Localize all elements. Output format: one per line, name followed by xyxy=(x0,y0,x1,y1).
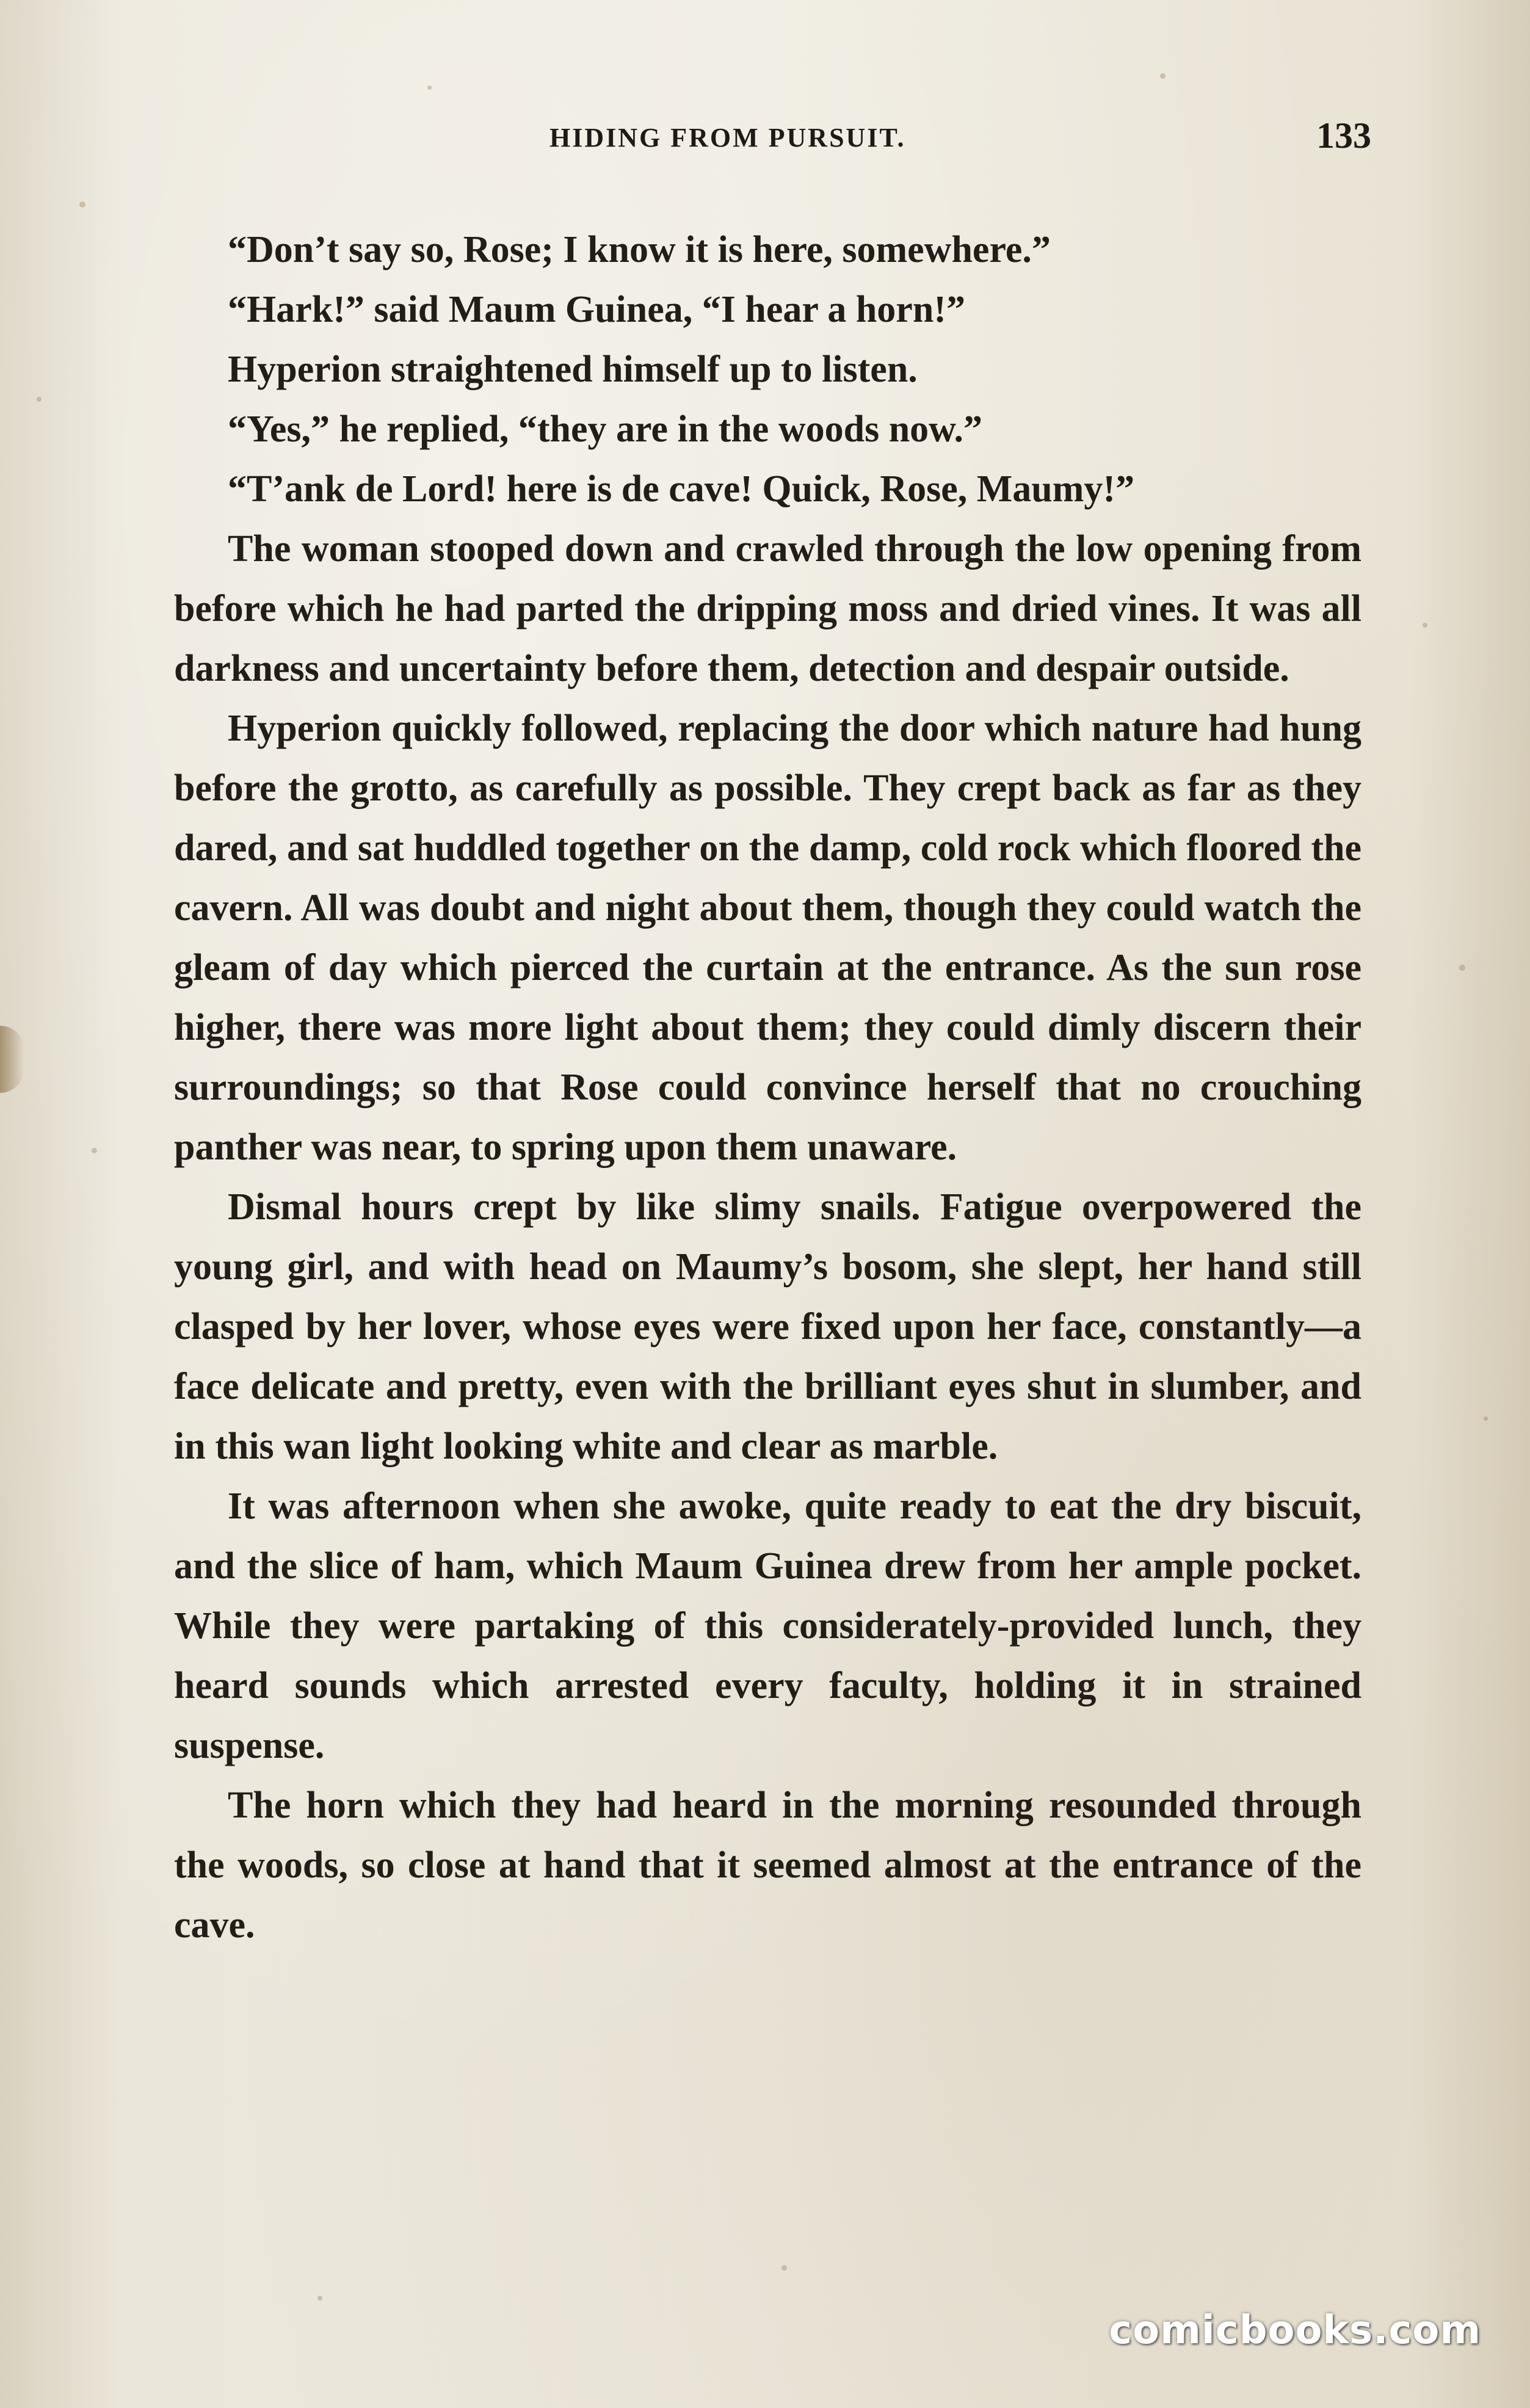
page-number: 133 xyxy=(1316,115,1371,156)
paper-speck xyxy=(79,201,85,208)
paragraph: It was afternoon when she awoke, quite ready to eat the dry biscuit, and the slice of ham, which Maum Guinea drew from her ample pocket. While they were partaking of this considerately-provided lunch, they heard sounds which arrested every faculty, holding it in strained suspense. xyxy=(174,1485,1361,1766)
paper-speck xyxy=(37,397,42,402)
paragraph: “Yes,” he replied, “they are in the woods now.” xyxy=(228,408,983,450)
running-head: HIDING FROM PURSUIT. xyxy=(549,123,906,153)
paragraph: “Don’t say so, Rose; I know it is here, somewhere.” xyxy=(228,229,1051,270)
paragraph: Hyperion straightened himself up to listen. xyxy=(228,349,918,390)
paper-speck xyxy=(427,85,432,90)
paragraph: Hyperion quickly followed, replacing the door which nature had hung before the grotto, as carefully as possible. They crept back as far as they dared, and sat huddled together on the damp, cold rock which floored the cavern. All was doubt and night about them, though they could watch the gleam of day which pierced the curtain at the entrance. As the sun rose higher, there was more light about them; they could dimly discern their surroundings; so that Rose could convince herself that no crouching panther was near, to spring upon them unaware. xyxy=(174,708,1361,1168)
paper-speck xyxy=(1484,1416,1488,1421)
page-edge-stain xyxy=(0,1026,24,1093)
paper-speck xyxy=(781,2265,787,2271)
paper-speck xyxy=(1160,73,1166,79)
page-header xyxy=(549,115,1371,171)
paragraph: The horn which they had heard in the morning resounded through the woods, so close at hand that it seemed almost at the entrance of the cave. xyxy=(174,1785,1361,1946)
paper-speck xyxy=(317,2296,322,2301)
paragraph: The woman stooped down and crawled through the low opening from before which he had parted the dripping moss and dried vines. It was all darkness and uncertainty before them, detection and despair outside. xyxy=(174,528,1361,689)
page-body xyxy=(174,220,1361,1955)
paper-speck xyxy=(1459,965,1465,971)
paragraph: “Hark!” said Maum Guinea, “I hear a horn!” xyxy=(228,289,965,330)
paragraph: “T’ank de Lord! here is de cave! Quick, Rose, Maumy!” xyxy=(228,468,1135,510)
paper-speck xyxy=(1423,623,1427,628)
watermark: comicbooks.com xyxy=(1109,2308,1481,2353)
paragraph: Dismal hours crept by like slimy snails. Fatigue overpowered the young girl, and with head on Maumy’s bosom, she slept, her hand still clasped by her lover, whose eyes were fixed upon her face, constantly—a face delicate and pretty, even with the brilliant eyes shut in slumber, and in this wan light looking white and clear as marble. xyxy=(174,1186,1361,1467)
paper-speck xyxy=(92,1148,97,1153)
